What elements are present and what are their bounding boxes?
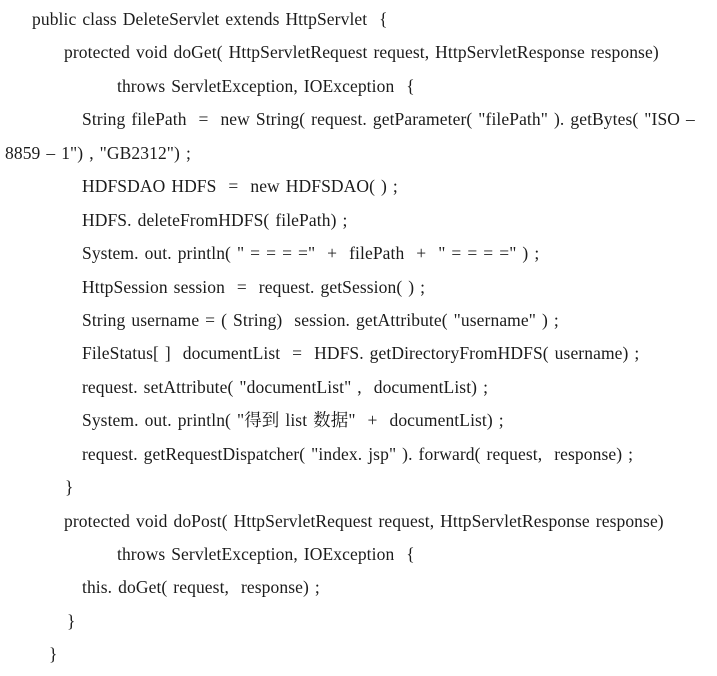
code-line: HttpSession session = request. getSession( ) ; [82,276,426,297]
code-line: } [65,477,74,498]
code-line: HDFS. deleteFromHDFS( filePath) ; [82,209,348,230]
code-line: System. out. println( "得到 list 数据" + documentList) ; [82,410,504,431]
code-line: String filePath = new String( request. getParameter( "filePath" ). getBytes( "ISO – [82,109,695,130]
code-line: public class DeleteServlet extends HttpServlet { [32,9,388,29]
code-line: 8859 – 1") , "GB2312") ; [5,142,191,163]
code-line: HDFSDAO HDFS = new HDFSDAO( ) ; [82,176,398,197]
code-line: } [67,610,76,631]
code-line: this. doGet( request, response) ; [82,577,320,598]
code-line: protected void doGet( HttpServletRequest request, HttpServletResponse response) [64,42,659,63]
code-line: throws ServletException, IOException { [117,75,415,96]
code-line: protected void doPost( HttpServletRequest request, HttpServletResponse response) [64,510,664,531]
code-line: System. out. println( " = = = =" + filePath + " = = = =" ) ; [82,243,540,264]
code-line: request. setAttribute( "documentList" , documentList) ; [82,376,489,397]
code-line: request. getRequestDispatcher( "index. jsp" ). forward( request, response) ; [82,443,634,464]
code-line: String username = ( String) session. getAttribute( "username" ) ; [82,309,559,330]
code-line: } [49,644,58,665]
code-line: throws ServletException, IOException { [117,544,415,564]
code-line: FileStatus[ ] documentList = HDFS. getDirectoryFromHDFS( username) ; [82,343,640,364]
